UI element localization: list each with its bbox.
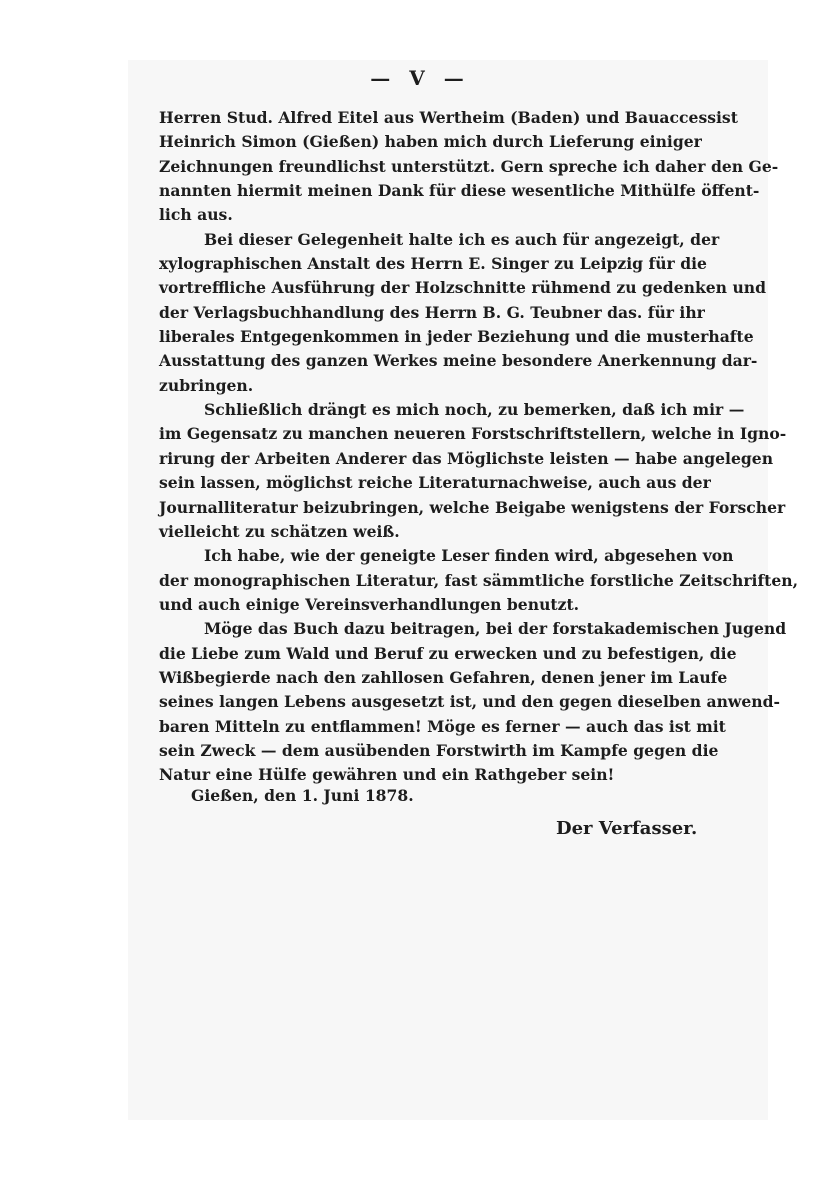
text-line: lich aus.	[159, 205, 233, 225]
text-line: im Gegensatz zu manchen neueren Forstschriftstellern, welche in Igno-	[159, 424, 787, 444]
text-line: sein lassen, möglichst reiche Literaturnachweise, auch aus der	[159, 473, 711, 493]
text-line: Natur eine Hülfe gewähren und ein Rathgeber sein!	[159, 765, 615, 785]
text-line: Herren Stud. Alfred Eitel aus Wertheim (Baden) und Bauaccessist	[159, 108, 738, 127]
text-line: Heinrich Simon (Gießen) haben mich durch Lieferung einiger	[159, 132, 702, 152]
signature: Der Verfasser.	[556, 818, 698, 839]
text-line: rirung der Arbeiten Anderer das Möglichste leisten — habe angelegen	[159, 448, 774, 468]
text-line: Schließlich drängt es mich noch, zu bemerken, daß ich mir —	[204, 400, 745, 420]
text-line: liberales Entgegenkommen in jeder Beziehung und die musterhafte	[159, 327, 754, 347]
text-line: baren Mitteln zu entflammen! Möge es ferner — auch das ist mit	[159, 716, 726, 736]
text-line: Ich habe, wie der geneigte Leser finden wird, abgesehen von	[204, 546, 734, 566]
text-line: zubringen.	[159, 375, 254, 395]
text-line: der monographischen Literatur, fast sämmtliche forstliche Zeitschriften,	[159, 570, 799, 590]
text-line: der Verlagsbuchhandlung des Herrn B. G. Teubner das. für ihr	[159, 302, 705, 322]
text-line: Möge das Buch dazu beitragen, bei der forstakademischen Jugend	[204, 619, 787, 639]
text-line: nannten hiermit meinen Dank für diese wesentliche Mithülfe öffent-	[159, 181, 760, 201]
text-line: vielleicht zu schätzen weiß.	[159, 521, 400, 541]
page-number: — V —	[370, 66, 470, 90]
text-line: xylographischen Anstalt des Herrn E. Singer zu Leipzig für die	[159, 254, 707, 274]
text-line: Wißbegierde nach den zahllosen Gefahren, denen jener im Laufe	[159, 667, 728, 687]
date-line: Gießen, den 1. Juni 1878.	[191, 786, 414, 805]
text-line: Journalliteratur beizubringen, welche Beigabe wenigstens der Forscher	[159, 497, 786, 517]
text-line: vortreffliche Ausführung der Holzschnitte rühmend zu gedenken und	[159, 278, 767, 298]
text-line: seines langen Lebens ausgesetzt ist, und den gegen dieselben anwend-	[159, 692, 780, 712]
text-line: Zeichnungen freundlichst unterstützt. Gern spreche ich daher den Ge-	[159, 156, 779, 176]
text-line: und auch einige Vereinsverhandlungen benutzt.	[159, 594, 580, 614]
text-line: sein Zweck — dem ausübenden Forstwirth im Kampfe gegen die	[159, 740, 719, 760]
text-line: die Liebe zum Wald und Beruf zu erwecken und zu befestigen, die	[159, 643, 737, 663]
preface-body	[159, 106, 799, 788]
text-line: Bei dieser Gelegenheit halte ich es auch für angezeigt, der	[204, 229, 720, 249]
text-line: Ausstattung des ganzen Werkes meine besondere Anerkennung dar-	[159, 351, 758, 371]
